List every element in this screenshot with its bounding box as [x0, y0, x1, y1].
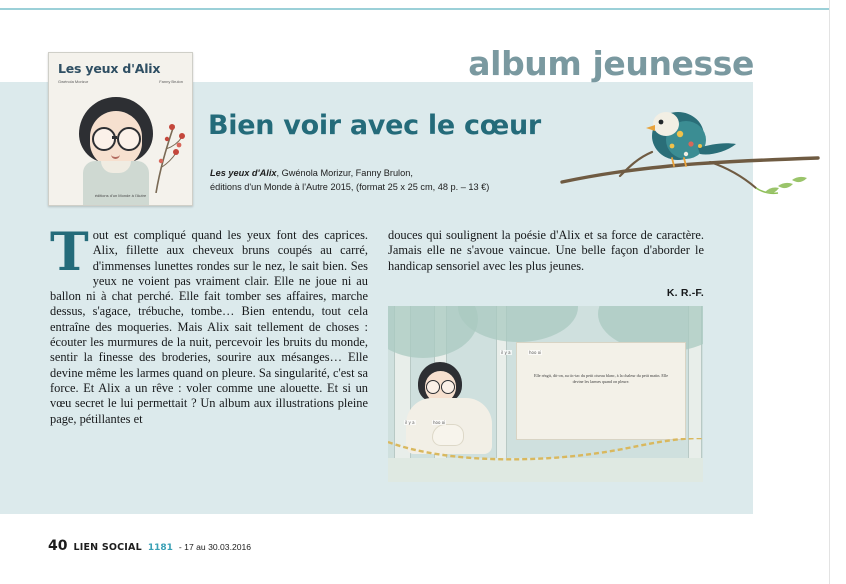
page-right-edge [829, 0, 846, 584]
footer-issue-number: 1181 [147, 543, 173, 553]
cover-glasses-right-icon [117, 127, 141, 151]
body-column-right [388, 228, 704, 274]
illustration-badge: hoo oi [433, 420, 446, 425]
cover-branch-decoration [152, 109, 186, 193]
illustration-badge: hoo oi [529, 350, 542, 355]
top-rule-divider [0, 8, 830, 10]
cover-authors-row [58, 79, 183, 84]
illustration-glasses-right-icon [441, 380, 455, 394]
footer-magazine-name: LIEN SOCIAL [73, 542, 142, 553]
footer-page-number: 40 [48, 538, 68, 554]
bird-illustration [560, 100, 820, 212]
credits-publisher-details: éditions d'un Monde à l'Autre 2015, (format 25 x 25 cm, 48 p. – 13 €) [210, 181, 490, 192]
body-text-right: douces qui soulignent la poésie d'Alix et sa force de caractère. Jamais elle ne s'avoue vaincue. Une belle façon d'aborder le handicap sensoriel avec les plus jeunes. [388, 228, 704, 273]
article-headline: Bien voir avec le cœur [208, 110, 541, 141]
cover-glasses-left-icon [92, 127, 116, 151]
cover-author-left: Gwénola Morizur [58, 79, 89, 84]
drop-cap: T [50, 222, 89, 283]
illustration-text-panel [516, 342, 686, 440]
footer-date: - 17 au 30.03.2016 [178, 542, 252, 552]
cover-publisher-text: éditions d'un Monde à l'Autre [94, 193, 147, 198]
book-cover-image [48, 52, 193, 206]
cover-title-text: Les yeux d'Alix [58, 61, 161, 76]
bird-on-branch-icon [560, 100, 820, 212]
author-signature: K. R.-F. [666, 287, 704, 299]
cover-author-right: Fanny Brulon [159, 79, 183, 84]
cover-glasses-bridge [112, 136, 117, 139]
branch-icon [152, 109, 186, 193]
rope-swing [388, 438, 703, 464]
credits-authors: , Gwénola Morizur, Fanny Brulon, [276, 168, 413, 178]
illustration-glasses-left-icon [426, 380, 440, 394]
credits-book-title: Les yeux d'Alix [210, 168, 277, 178]
illustration-badge: il y a [405, 420, 415, 425]
section-heading: album jeunesse [468, 44, 754, 83]
body-column-left [50, 222, 368, 427]
illustration-panel-text: Elle réagit, dit-on, au tic-tac du petit oiseau blanc, à la chaleur du petit matin. Elle devine les larmes quand on pleure. [533, 373, 669, 384]
book-credits [210, 167, 540, 194]
foliage-shape [458, 306, 578, 342]
body-text-left: out est compliqué quand les yeux font des caprices. Alix, fillette aux cheveux bruns coupés au carré, d'immenses lunettes rondes sur le nez, le sait bien. Ses yeux ne voient pas vraiment clair. Elle ne joue ni au ballon ni à chat perché. Elle fait tomber ses affaires, marche dessus, s'agace, trébuche, tombe… Bien entendu, tout cela entraîne des moqueries. Mais Alix sait tellement de choses : écouter les murmures de la nuit, percevoir les bruits du monde, sentir la finesse des broderies, sourire aux mésanges… Elle devine même les larmes quand on pleure. Sa singularité, c'est sa force. Et Alix a un rêve : voler comme une alouette. Et si un vœu secret le lui permettait ? Un album aux illustrations pleine page, pétillantes et [50, 228, 368, 426]
inner-illustration [388, 306, 703, 482]
page-footer [48, 538, 251, 554]
illustration-badge: il y a [501, 350, 511, 355]
